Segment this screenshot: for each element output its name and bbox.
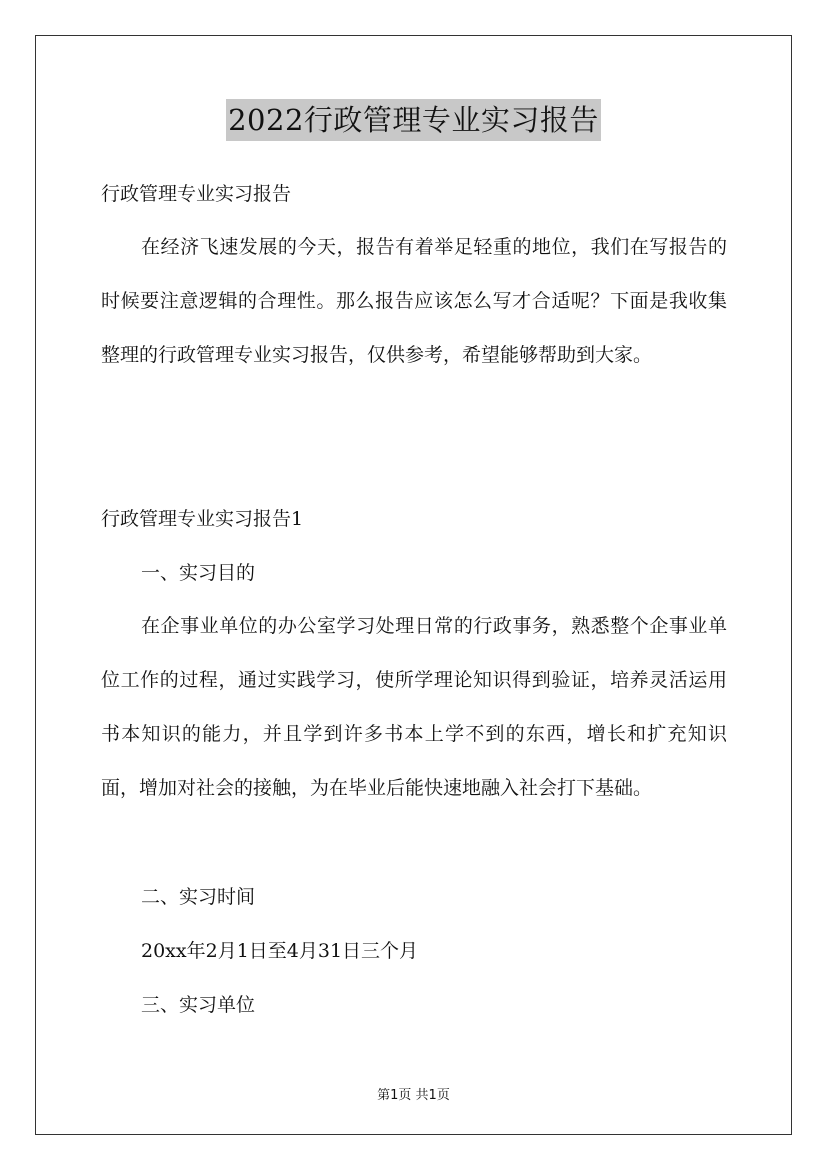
section-heading-purpose: 一、实习目的 [141,562,256,584]
title-container [0,99,827,141]
page-footer: 第1页 共1页 [377,1088,450,1103]
section-body-purpose: 在企事业单位的办公室学习处理日常的行政事务，熟悉整个企事业单位工作的过程，通过实践学习，使所学理论知识得到验证，培养灵活运用书本知识的能力，并且学到许多书本上学不到的东西，增长和扩充知识面，增加对社会的接触，为在毕业后能快速地融入社会打下基础。 [101,615,727,799]
document-title: 2022行政管理专业实习报告 [226,99,601,141]
section-body-time: 20xx年2月1日至4月31日三个月 [141,940,419,962]
report-heading: 行政管理专业实习报告1 [101,508,304,530]
intro-paragraph: 在经济飞速发展的今天，报告有着举足轻重的地位，我们在写报告的时候要注意逻辑的合理性。那么报告应该怎么写才合适呢？下面是我收集整理的行政管理专业实习报告，仅供参考，希望能够帮助到大家。 [101,236,727,366]
section-heading-unit: 三、实习单位 [141,994,256,1016]
document-subtitle: 行政管理专业实习报告 [101,183,292,205]
section-heading-time: 二、实习时间 [141,886,256,908]
